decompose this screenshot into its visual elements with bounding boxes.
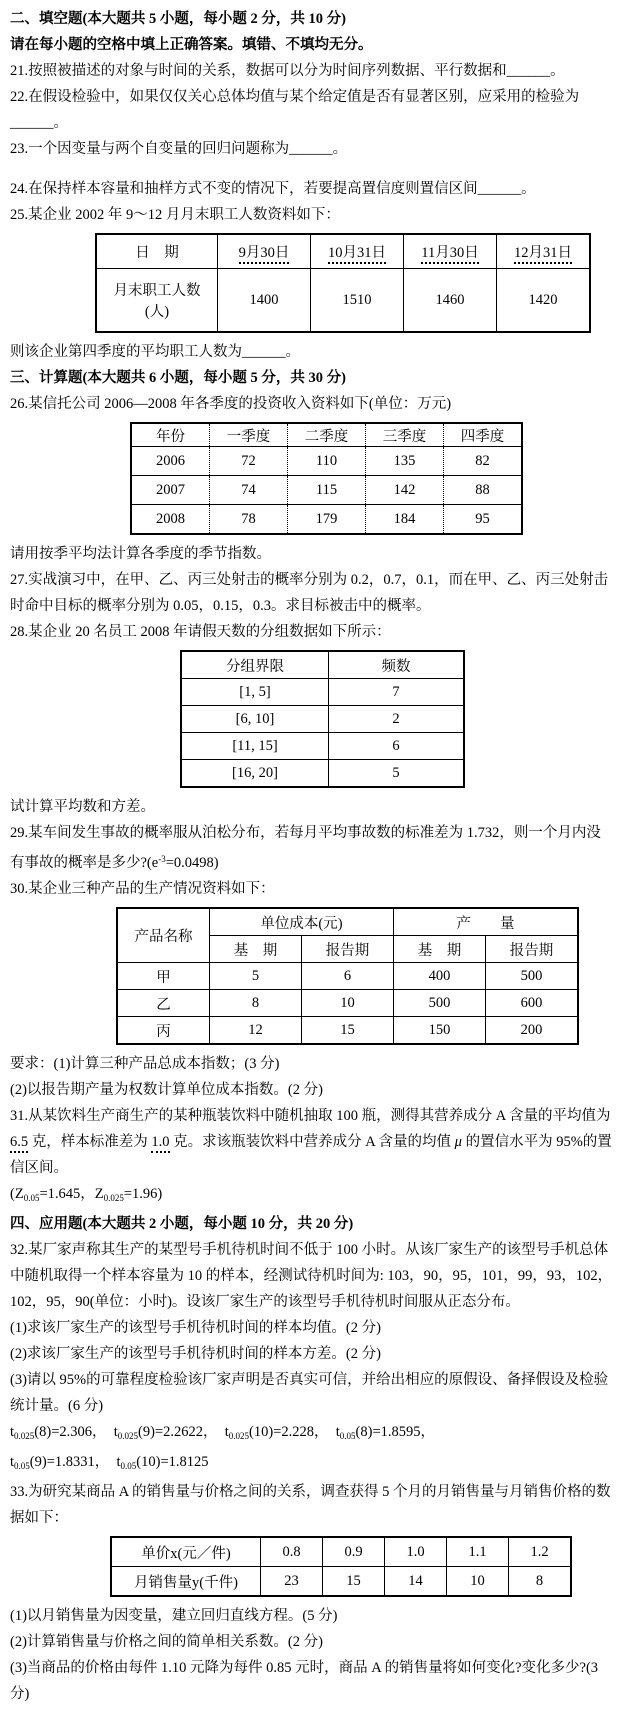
question-32-part2: (2)求该厂家生产的该型号手机待机时间的样本方差。(2 分) <box>10 1346 381 1362</box>
table-row <box>131 447 522 476</box>
table-header-cell: 月销售量y(千件) <box>111 1567 261 1597</box>
table-row <box>117 990 578 1017</box>
table-cell: 0.9 <box>323 1537 385 1567</box>
text-segment: (9)=2.2622， t <box>138 1424 229 1440</box>
question-27: 27.实战演习中，在甲、乙、丙三处射击的概率分别为 0.2，0.7，0.1，而在甲、乙、丙三处射击时命中目标的概率分别为 0.05，0.15，0.3。求目标被击中的概率。 <box>10 572 609 614</box>
text-segment: 29.某车间发生事故的概率服从泊松分布，若每月平均事故数的标准差为 1.732，则一个月内没有事故的概率是多少?(e <box>10 825 601 871</box>
question-32-part3: (3)请以 95%的可靠程度检验该厂家声明是否真实可信，并给出相应的原假设、备择假设及检验统计量。(6 分) <box>10 1372 609 1414</box>
text-segment: 克。求该瓶装饮料中营养成分 A 含量的均值 <box>169 1134 455 1150</box>
table-cell: 179 <box>288 505 366 535</box>
table-cell: 2 <box>329 706 465 733</box>
table-cell: 12 <box>210 1017 302 1045</box>
text-segment: (Z <box>10 1186 24 1202</box>
table-row <box>117 963 578 990</box>
table-row <box>131 476 522 505</box>
question-29 <box>10 820 614 876</box>
table-cell: 5 <box>329 760 465 788</box>
table-cell: 10 <box>447 1567 509 1597</box>
section-fill-blanks-note: 请在每小题的空格中填上正确答案。填错、不填均无分。 <box>10 37 373 53</box>
q28-frequency-table <box>180 650 465 788</box>
question-24: 24.在保持样本容量和抽样方式不变的情况下，若要提高置信度则置信区间______。 <box>10 181 536 197</box>
question-32-tvalues-line1 <box>10 1419 614 1449</box>
table-row <box>117 908 578 936</box>
table-row <box>181 760 464 788</box>
subscript: 0.025 <box>228 1431 250 1441</box>
table-header-cell <box>404 234 497 269</box>
table-cell: 142 <box>366 476 444 505</box>
table-cell: [1, 5] <box>181 679 329 706</box>
subscript: 0.05 <box>23 1193 40 1203</box>
table-row <box>181 706 464 733</box>
subscript: 0.025 <box>117 1431 139 1441</box>
question-25-intro: 25.某企业 2002 年 9～12 月月末职工人数资料如下： <box>10 207 340 223</box>
q30-production-table <box>116 907 579 1045</box>
table-header-cell: 一季度 <box>210 423 288 447</box>
table-cell: 500 <box>394 990 486 1017</box>
table-row <box>131 423 522 447</box>
subscript: 0.025 <box>103 1193 124 1203</box>
table-row <box>131 505 522 535</box>
table-header-cell <box>311 234 404 269</box>
table-cell: 7 <box>329 679 465 706</box>
question-23: 23.一个因变量与两个自变量的回归问题称为______。 <box>10 141 348 157</box>
table-cell: 115 <box>288 476 366 505</box>
question-30-req2: (2)以报告期产量为权数计算单位成本指数。(2 分) <box>10 1082 323 1098</box>
table-cell: 500 <box>486 963 579 990</box>
text-segment: t <box>10 1424 15 1440</box>
table-header-cell: 分组界限 <box>181 651 329 679</box>
q25-staff-table <box>95 233 591 333</box>
q26-quarterly-income-table <box>130 422 523 535</box>
table-cell: 6 <box>302 963 394 990</box>
question-31-z-values <box>10 1181 614 1211</box>
table-cell: 1510 <box>311 269 404 333</box>
table-header-cell: 二季度 <box>288 423 366 447</box>
table-cell: 88 <box>444 476 523 505</box>
subscript: 0.025 <box>14 1431 35 1441</box>
table-row <box>96 269 590 333</box>
table-cell: [6, 10] <box>181 706 329 733</box>
table-header-cell: 频数 <box>329 651 465 679</box>
date-label: 11月30日 <box>421 245 478 264</box>
text-segment: (8)=2.306， t <box>34 1424 118 1440</box>
table-cell: 600 <box>486 990 579 1017</box>
question-33-part2: (2)计算销售量与价格之间的简单相关系数。(2 分) <box>10 1634 323 1650</box>
table-cell: 0.8 <box>261 1537 323 1567</box>
question-33-part1: (1)以月销售量为因变量，建立回归直线方程。(5 分) <box>10 1608 338 1624</box>
question-22: 22.在假设检验中，如果仅仅关心总体均值与某个给定值是否有显著区别，应采用的检验为______。 <box>10 89 580 131</box>
table-cell: 1.2 <box>509 1537 572 1567</box>
table-cell: [16, 20] <box>181 760 329 788</box>
table-cell: 82 <box>444 447 523 476</box>
table-header-cell: 基 期 <box>394 936 486 963</box>
table-header-cell: 年份 <box>131 423 210 447</box>
table-cell: 1.1 <box>447 1537 509 1567</box>
question-32-part1: (1)求该厂家生产的该型号手机待机时间的样本均值。(2 分) <box>10 1320 381 1336</box>
date-label: 10月31日 <box>328 245 386 264</box>
text-segment: (10)=1.8125 <box>136 1454 209 1470</box>
table-cell: [11, 15] <box>181 733 329 760</box>
text-segment: 克，样本标准差为 <box>28 1134 152 1150</box>
question-26-intro: 26.某信托公司 2006—2008 年各季度的投资收入资料如下(单位：万元) <box>10 396 452 412</box>
question-30-intro: 30.某企业三种产品的生产情况资料如下： <box>10 881 275 897</box>
underlined-value: 6.5 <box>10 1134 28 1153</box>
table-cell: 1400 <box>218 269 311 333</box>
table-header-cell: 报告期 <box>486 936 579 963</box>
table-cell: 150 <box>394 1017 486 1045</box>
spacer <box>10 162 614 176</box>
table-row <box>181 679 464 706</box>
question-32-intro: 32.某厂家声称其生产的某型号手机待机时间不低于 100 小时。从该厂家生产的该型号手机总体中随机取得一个样本容量为 10 的样本，经测试待机时间为: 103，90，95，101，99，93，102，102，95，90(单位：小时)。设该厂家生产的该型号手机待机时间服从正态分布。 <box>10 1242 613 1310</box>
question-33-intro: 33.为研究某商品 A 的销售量与价格之间的关系，调查获得 5 个月的月销售量与月销售价格的数据如下： <box>10 1484 611 1526</box>
table-cell: 74 <box>210 476 288 505</box>
table-cell: 15 <box>302 1017 394 1045</box>
question-28-outro: 试计算平均数和方差。 <box>10 799 155 815</box>
table-cell: 95 <box>444 505 523 535</box>
underlined-value: 1.0 <box>151 1134 169 1153</box>
table-cell: 78 <box>210 505 288 535</box>
table-cell: 甲 <box>117 963 210 990</box>
table-cell: 2008 <box>131 505 210 535</box>
exponent: -3 <box>158 854 166 864</box>
question-32-tvalues-line2 <box>10 1449 614 1479</box>
section-application-title: 四、应用题(本大题共 2 小题，每小题 10 分，共 20 分) <box>10 1216 354 1232</box>
text-segment: =1.645，Z <box>39 1186 104 1202</box>
text-segment: t <box>10 1454 15 1470</box>
subscript: 0.05 <box>120 1461 137 1471</box>
table-cell: 8 <box>210 990 302 1017</box>
table-row <box>96 234 590 269</box>
table-cell: 8 <box>509 1567 572 1597</box>
table-cell: 135 <box>366 447 444 476</box>
table-header-cell: 四季度 <box>444 423 523 447</box>
question-21: 21.按照被描述的对象与时间的关系，数据可以分为时间序列数据、平行数据和______。 <box>10 63 565 79</box>
table-cell: 1420 <box>497 269 591 333</box>
table-header-cell: 报告期 <box>302 936 394 963</box>
q33-price-sales-table <box>110 1536 572 1597</box>
table-cell: 184 <box>366 505 444 535</box>
table-cell: 丙 <box>117 1017 210 1045</box>
table-row <box>181 651 464 679</box>
table-cell: 1.0 <box>385 1537 447 1567</box>
table-row <box>117 1017 578 1045</box>
section-calculation-title: 三、计算题(本大题共 6 小题，每小题 5 分，共 30 分) <box>10 370 346 386</box>
table-header-cell: 三季度 <box>366 423 444 447</box>
table-header-cell <box>218 234 311 269</box>
table-cell: 10 <box>302 990 394 1017</box>
text-segment: (10)=2.228， t <box>249 1424 340 1440</box>
table-cell: 110 <box>288 447 366 476</box>
date-label: 12月31日 <box>514 245 572 264</box>
section-fill-blanks-title: 二、填空题(本大题共 5 小题，每小题 2 分，共 10 分) <box>10 11 346 27</box>
date-label: 9月30日 <box>239 245 290 264</box>
table-header-cell: 产品名称 <box>117 908 210 963</box>
table-cell: 5 <box>210 963 302 990</box>
table-cell: 2006 <box>131 447 210 476</box>
table-header-cell: 日 期 <box>96 234 218 269</box>
table-cell: 乙 <box>117 990 210 1017</box>
text-segment: 的置信水平为 95%的置信区间。 <box>10 1134 612 1176</box>
subscript: 0.05 <box>14 1461 30 1471</box>
table-row <box>181 733 464 760</box>
question-26-outro: 请用按季平均法计算各季度的季节指数。 <box>10 546 271 562</box>
question-33-part3: (3)当商品的价格由每件 1.10 元降为每件 0.85 元时，商品 A 的销售量将如何变化?变化多少?(3 分) <box>10 1660 602 1702</box>
row-label-line2: (人) <box>144 304 170 320</box>
table-header-cell: 基 期 <box>210 936 302 963</box>
table-cell: 15 <box>323 1567 385 1597</box>
table-cell: 400 <box>394 963 486 990</box>
table-header-cell: 产 量 <box>394 908 579 936</box>
table-cell: 2007 <box>131 476 210 505</box>
table-cell: 1460 <box>404 269 497 333</box>
table-row <box>111 1567 571 1597</box>
row-label-line1: 月末职工人数 <box>113 283 201 299</box>
mu-symbol: μ <box>454 1134 462 1150</box>
table-header-cell: 单位成本(元) <box>210 908 394 936</box>
table-cell: 72 <box>210 447 288 476</box>
subscript: 0.05 <box>339 1431 356 1441</box>
question-31 <box>10 1103 614 1181</box>
text-segment: =0.0498) <box>165 855 219 871</box>
table-cell: 200 <box>486 1017 579 1045</box>
table-header-cell <box>497 234 591 269</box>
table-header-cell: 单价x(元／件) <box>111 1537 261 1567</box>
table-header-cell <box>96 269 218 333</box>
table-row <box>111 1537 571 1567</box>
table-cell: 23 <box>261 1567 323 1597</box>
table-cell: 6 <box>329 733 465 760</box>
text-segment: (8)=1.8595， <box>355 1424 435 1440</box>
text-segment: =1.96) <box>123 1186 163 1202</box>
text-segment: 31.从某饮料生产商生产的某种瓶装饮料中随机抽取 100 瓶，测得其营养成分 A 含量的平均值为 <box>10 1108 615 1124</box>
question-30-req1: 要求：(1)计算三种产品总成本指数；(3 分) <box>10 1056 280 1072</box>
question-28-intro: 28.某企业 20 名员工 2008 年请假天数的分组数据如下所示： <box>10 624 391 640</box>
table-cell: 14 <box>385 1567 447 1597</box>
question-25-outro: 则该企业第四季度的平均职工人数为______。 <box>10 344 300 360</box>
text-segment: (9)=1.8331， t <box>29 1454 121 1470</box>
